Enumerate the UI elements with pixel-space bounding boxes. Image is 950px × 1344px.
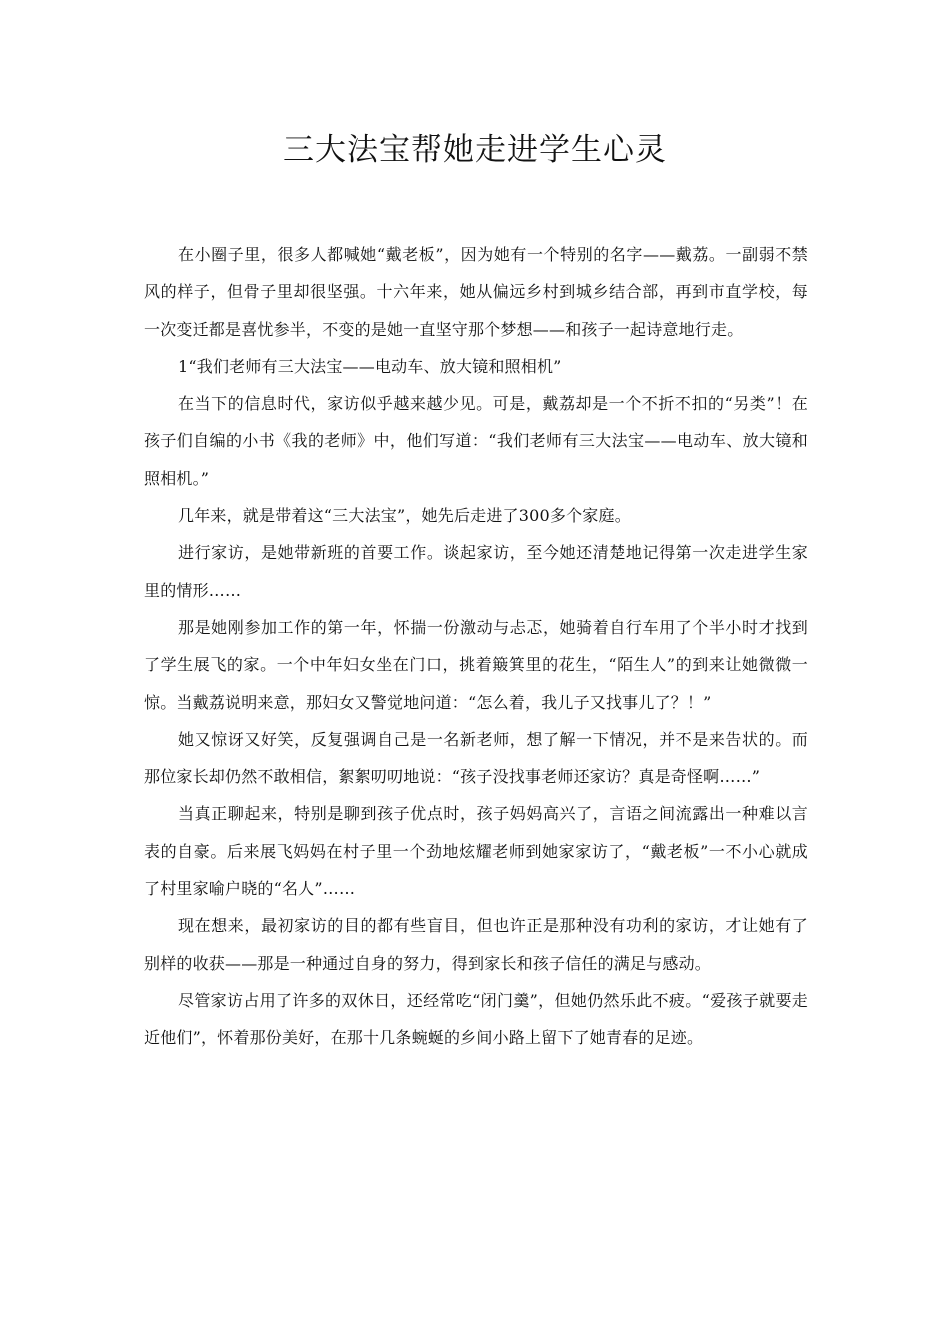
section-heading: 1“我们老师有三大法宝——电动车、放大镜和照相机” [178, 356, 562, 376]
paragraph: 在小圈子里，很多人都喊她“戴老板”，因为她有一个特别的名字——戴荔。一副弱不禁风的样子，但骨子里却很坚强。十六年来，她从偏远乡村到城乡结合部，再到市直学校，每一次变迁都是喜忧参半，不变的是她一直坚守那个梦想——和孩子一起诗意地行走。 [144, 245, 808, 339]
paragraph: 她又惊讶又好笑，反复强调自己是一名新老师，想了解一下情况，并不是来告状的。而那位家长却仍然不敢相信，絮絮叨叨地说：“孩子没找事老师还家访？真是奇怪啊……” [144, 729, 808, 787]
paragraph: 进行家访，是她带新班的首要工作。谈起家访，至今她还清楚地记得第一次走进学生家里的情形…… [144, 543, 808, 600]
paragraph: 几年来，就是带着这“三大法宝”，她先后走进了300多个家庭。 [178, 506, 631, 526]
document-title: 三大法宝帮她走进学生心灵 [283, 132, 667, 168]
paragraph: 那是她刚参加工作的第一年，怀揣一份激动与忐忑，她骑着自行车用了个半小时才找到了学生展飞的家。一个中年妇女坐在门口，挑着簸箕里的花生，“陌生人”的到来让她微微一惊。当戴荔说明来意，那妇女又警觉地问道：“怎么着，我儿子又找事儿了？！” [144, 617, 808, 712]
paragraph: 现在想来，最初家访的目的都有些盲目，但也许正是那种没有功利的家访，才让她有了别样的收获——那是一种通过自身的努力，得到家长和孩子信任的满足与感动。 [144, 916, 808, 973]
document-body [144, 236, 808, 1057]
paragraph: 尽管家访占用了许多的双休日，还经常吃“闭门羹”，但她仍然乐此不疲。“爱孩子就要走近他们”，怀着那份美好，在那十几条蜿蜒的乡间小路上留下了她青春的足迹。 [144, 990, 808, 1048]
paragraph: 在当下的信息时代，家访似乎越来越少见。可是，戴荔却是一个不折不扣的“另类”！在孩子们自编的小书《我的老师》中，他们写道：“我们老师有三大法宝——电动车、放大镜和照相机。” [144, 394, 808, 488]
paragraph: 当真正聊起来，特别是聊到孩子优点时，孩子妈妈高兴了，言语之间流露出一种难以言表的自豪。后来展飞妈妈在村子里一个劲地炫耀老师到她家家访了，“戴老板”一不小心就成了村里家喻户晓的“名人”…… [144, 804, 808, 899]
